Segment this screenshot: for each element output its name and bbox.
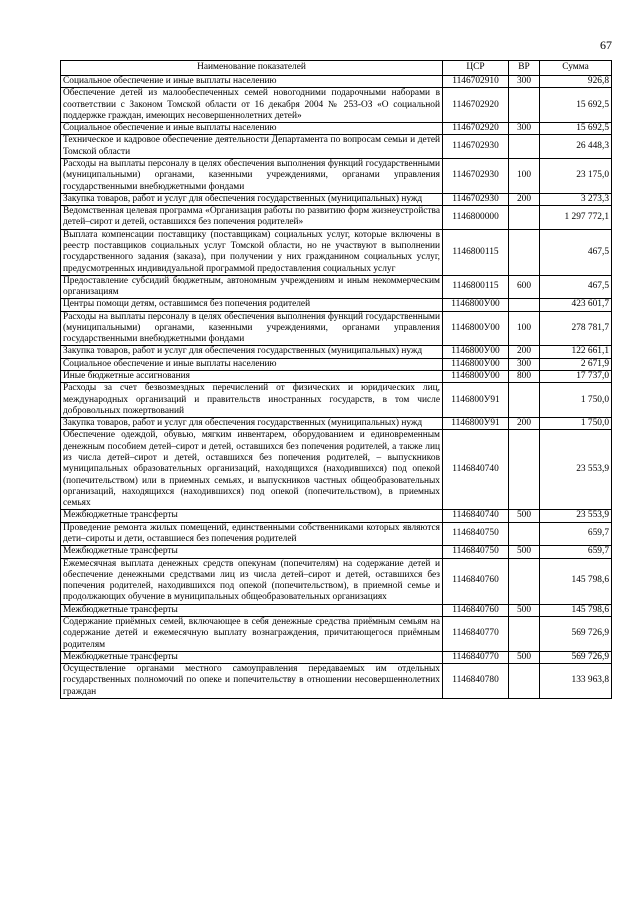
row-csr: 1146840760 [443, 604, 509, 616]
row-name: Расходы за счет безвозмездных перечислений от физических и юридических лиц, международных организаций и правительств иностранных государств, в том числе добровольных пожертвований [61, 383, 443, 418]
row-sum: 122 661,1 [540, 346, 612, 358]
row-vr [509, 135, 540, 159]
row-sum: 145 798,6 [540, 604, 612, 616]
row-vr: 200 [509, 418, 540, 430]
row-vr [509, 383, 540, 418]
table-row [61, 418, 612, 430]
row-name: Техническое и кадровое обеспечение деятельности Департамента по вопросам семьи и детей Томской области [61, 135, 443, 159]
row-sum: 23 175,0 [540, 158, 612, 193]
row-sum: 659,7 [540, 522, 612, 546]
row-sum: 15 692,5 [540, 88, 612, 123]
table-row [61, 275, 612, 299]
table-row [61, 616, 612, 651]
row-name: Социальное обеспечение и иные выплаты населению [61, 358, 443, 370]
row-vr: 200 [509, 346, 540, 358]
row-vr [509, 88, 540, 123]
table-row [61, 123, 612, 135]
table-row [61, 664, 612, 699]
row-name: Закупка товаров, работ и услуг для обеспечения государственных (муниципальных) нужд [61, 193, 443, 205]
row-sum: 1 297 772,1 [540, 206, 612, 230]
table-row [61, 604, 612, 616]
row-name: Межбюджетные трансферты [61, 604, 443, 616]
table-row [61, 88, 612, 123]
row-csr: 1146800000 [443, 206, 509, 230]
row-csr: 1146840750 [443, 546, 509, 558]
row-sum: 278 781,7 [540, 311, 612, 346]
row-name: Социальное обеспечение и иные выплаты населению [61, 123, 443, 135]
row-csr: 1146800У00 [443, 311, 509, 346]
row-csr: 1146840750 [443, 522, 509, 546]
row-sum: 17 737,0 [540, 371, 612, 383]
row-csr: 1146800У91 [443, 418, 509, 430]
table-body [61, 76, 612, 699]
row-vr [509, 430, 540, 510]
table-row [61, 371, 612, 383]
row-name: Иные бюджетные ассигнования [61, 371, 443, 383]
table-row [61, 383, 612, 418]
row-name: Социальное обеспечение и иные выплаты населению [61, 76, 443, 88]
row-csr: 1146800У91 [443, 383, 509, 418]
row-csr: 1146800115 [443, 229, 509, 275]
row-sum: 23 553,9 [540, 430, 612, 510]
row-name: Предоставление субсидий бюджетным, автономным учреждениям и иным некоммерческим организациям [61, 275, 443, 299]
row-name: Содержание приёмных семей, включающее в себя денежные средства приёмным семьям на содержание детей и ежемесячную выплату вознаграждения, причитающегося приёмным родителям [61, 616, 443, 651]
row-sum: 133 963,8 [540, 664, 612, 699]
row-csr: 1146840760 [443, 558, 509, 604]
row-name: Ежемесячная выплата денежных средств опекунам (попечителям) на содержание детей и обеспечение денежными средствами лиц из числа детей–сирот и детей, оставшихся без попечения родителей, находившихся под опекой (попечительством), в приемной семье и продолжающих обучение в муниципальных общеобразовательных организациях [61, 558, 443, 604]
row-name: Расходы на выплаты персоналу в целях обеспечения выполнения функций государственными (муниципальными) органами, казенными учреждениями, органами управления государственными внебюджетными фондами [61, 311, 443, 346]
row-vr [509, 664, 540, 699]
row-vr: 500 [509, 510, 540, 522]
row-name: Межбюджетные трансферты [61, 510, 443, 522]
row-csr: 1146800У00 [443, 371, 509, 383]
row-vr: 600 [509, 275, 540, 299]
row-name: Межбюджетные трансферты [61, 546, 443, 558]
row-vr: 300 [509, 76, 540, 88]
row-sum: 15 692,5 [540, 123, 612, 135]
row-sum: 2 671,9 [540, 358, 612, 370]
row-csr: 1146840780 [443, 664, 509, 699]
row-vr [509, 558, 540, 604]
row-csr: 1146702910 [443, 76, 509, 88]
row-csr: 1146840740 [443, 510, 509, 522]
row-name: Закупка товаров, работ и услуг для обеспечения государственных (муниципальных) нужд [61, 418, 443, 430]
table-row [61, 135, 612, 159]
table-row [61, 206, 612, 230]
table-row [61, 311, 612, 346]
row-vr: 200 [509, 193, 540, 205]
row-vr: 300 [509, 358, 540, 370]
table-row [61, 558, 612, 604]
row-vr: 500 [509, 604, 540, 616]
row-vr [509, 229, 540, 275]
row-csr: 1146800У00 [443, 358, 509, 370]
row-csr: 1146800У00 [443, 346, 509, 358]
table-row [61, 651, 612, 663]
row-csr: 1146840770 [443, 616, 509, 651]
row-csr: 1146840770 [443, 651, 509, 663]
row-vr: 300 [509, 123, 540, 135]
row-sum: 1 750,0 [540, 383, 612, 418]
row-csr: 1146800У00 [443, 299, 509, 311]
row-csr: 1146702930 [443, 158, 509, 193]
row-name: Центры помощи детям, оставшимся без попечения родителей [61, 299, 443, 311]
header-csr: ЦСР [443, 61, 509, 76]
row-sum: 423 601,7 [540, 299, 612, 311]
row-sum: 467,5 [540, 275, 612, 299]
row-name: Расходы на выплаты персоналу в целях обеспечения выполнения функций государственными (муниципальными) органами, казенными учреждениями, органами управления государственными внебюджетными фондами [61, 158, 443, 193]
row-name: Обеспечение детей из малообеспеченных семей новогодними подарочными наборами в соответствии с Законом Томской области от 16 декабря 2004 № 253-ОЗ «О социальной поддержке граждан, имеющих несовершеннолетних детей» [61, 88, 443, 123]
table-row [61, 229, 612, 275]
row-name: Ведомственная целевая программа «Организация работы по развитию форм жизнеустройства детей–сирот и детей, оставшихся без попечения родителей» [61, 206, 443, 230]
table-row [61, 358, 612, 370]
table-row [61, 158, 612, 193]
header-vr: ВР [509, 61, 540, 76]
budget-table [60, 60, 612, 699]
row-name: Проведение ремонта жилых помещений, единственными собственниками которых являются дети–сироты и дети, оставшиеся без попечения родителей [61, 522, 443, 546]
row-sum: 26 448,3 [540, 135, 612, 159]
table-row [61, 510, 612, 522]
table-row [61, 346, 612, 358]
table-header-row [61, 61, 612, 76]
row-name: Осуществление органами местного самоуправления передаваемых им отдельных государственных полномочий по опеке и попечительству в отношении несовершеннолетних граждан [61, 664, 443, 699]
row-vr: 100 [509, 311, 540, 346]
table-row [61, 546, 612, 558]
row-csr: 1146840740 [443, 430, 509, 510]
row-sum: 926,8 [540, 76, 612, 88]
row-vr [509, 522, 540, 546]
page-number: 67 [600, 38, 612, 52]
row-csr: 1146702920 [443, 88, 509, 123]
row-csr: 1146702920 [443, 123, 509, 135]
table-row [61, 76, 612, 88]
row-csr: 1146702930 [443, 135, 509, 159]
row-vr [509, 299, 540, 311]
row-vr: 800 [509, 371, 540, 383]
header-name: Наименование показателей [61, 61, 443, 76]
table-row [61, 193, 612, 205]
table-row [61, 299, 612, 311]
row-vr [509, 616, 540, 651]
row-vr: 500 [509, 546, 540, 558]
row-name: Закупка товаров, работ и услуг для обеспечения государственных (муниципальных) нужд [61, 346, 443, 358]
row-name: Межбюджетные трансферты [61, 651, 443, 663]
header-sum: Сумма [540, 61, 612, 76]
row-sum: 3 273,3 [540, 193, 612, 205]
row-sum: 659,7 [540, 546, 612, 558]
row-sum: 569 726,9 [540, 651, 612, 663]
row-csr: 1146800115 [443, 275, 509, 299]
table-row [61, 522, 612, 546]
row-vr: 100 [509, 158, 540, 193]
row-sum: 467,5 [540, 229, 612, 275]
row-sum: 23 553,9 [540, 510, 612, 522]
row-vr: 500 [509, 651, 540, 663]
row-name: Выплата компенсации поставщику (поставщикам) социальных услуг, которые включены в реестр поставщиков социальных услуг Томской области, но не участвуют в выполнении государственного задания (заказа), при получении у них гражданином социальных услуг, предусмотренных индивидуальной программой предоставления социальных услуг [61, 229, 443, 275]
table-row [61, 430, 612, 510]
row-name: Обеспечение одеждой, обувью, мягким инвентарем, оборудованием и единовременным денежным пособием детей–сирот и детей, оставшихся без попечения родителей, а также лиц из числа детей–сирот и детей, оставшихся без попечения родителей, – выпускников муниципальных образовательных организаций, находящихся (находившихся) под опекой (попечительством) или в приемных семьях, и выпускников частных общеобразовательных организаций, находящихся (находившихся) под опекой (попечительством), в приемных семьях [61, 430, 443, 510]
row-sum: 569 726,9 [540, 616, 612, 651]
row-csr: 1146702930 [443, 193, 509, 205]
row-vr [509, 206, 540, 230]
row-sum: 145 798,6 [540, 558, 612, 604]
row-sum: 1 750,0 [540, 418, 612, 430]
